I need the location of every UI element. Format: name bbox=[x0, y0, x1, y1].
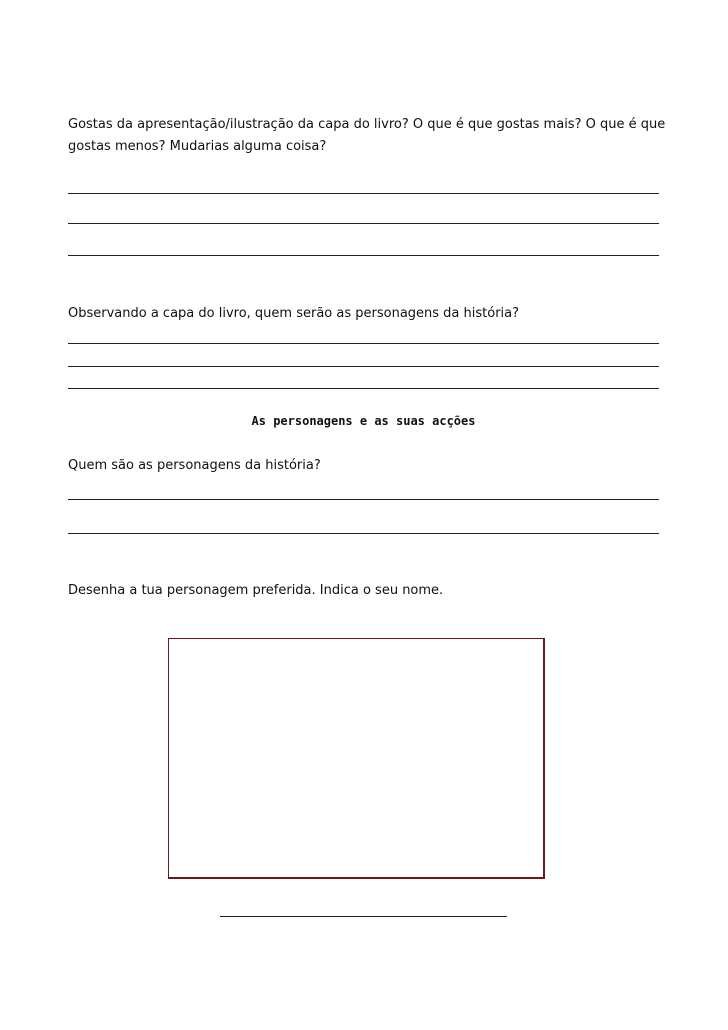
drawing-box[interactable] bbox=[168, 638, 545, 879]
question-cover-illustration: Gostas da apresentação/ilustração da capa do livro? O que é que gostas mais? O que é que gostas menos? Mudarias alguma coisa? bbox=[68, 117, 666, 154]
answer-line[interactable] bbox=[68, 388, 659, 389]
answer-line[interactable] bbox=[68, 255, 659, 256]
question-who-are-characters: Quem são as personagens da história? bbox=[68, 458, 321, 473]
answer-line[interactable] bbox=[68, 366, 659, 367]
answer-line[interactable] bbox=[68, 223, 659, 224]
character-name-line[interactable] bbox=[220, 916, 507, 917]
answer-line[interactable] bbox=[68, 499, 659, 500]
answer-line[interactable] bbox=[68, 533, 659, 534]
section-heading: As personagens e as suas acções bbox=[251, 414, 476, 428]
question-predict-characters: Observando a capa do livro, quem serão as personagens da história? bbox=[68, 306, 520, 321]
answer-line[interactable] bbox=[68, 343, 659, 344]
question-draw-favorite-character: Desenha a tua personagem preferida. Indica o seu nome. bbox=[68, 583, 444, 598]
answer-line[interactable] bbox=[68, 193, 659, 194]
